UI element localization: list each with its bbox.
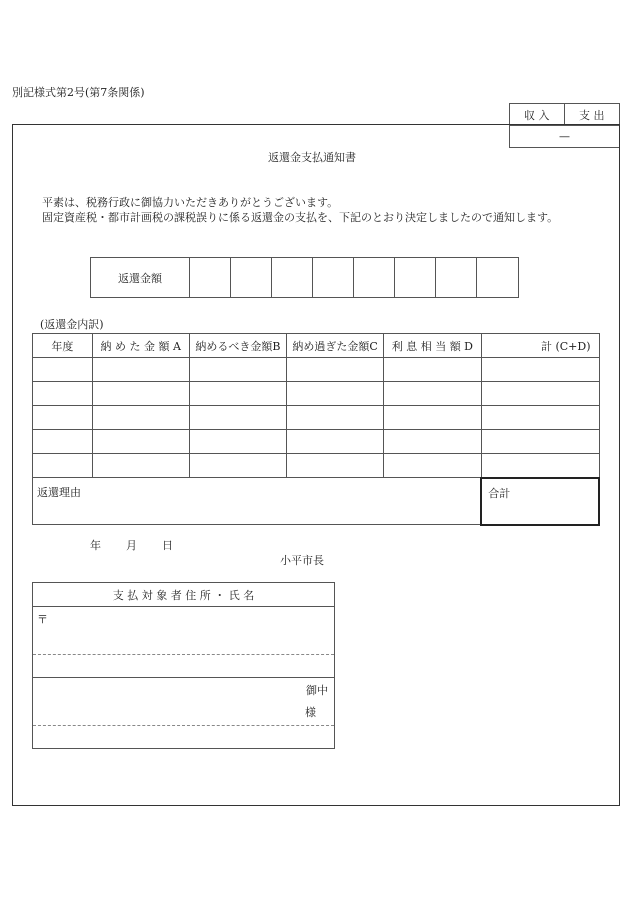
amount-digit-cell[interactable] [436, 258, 477, 298]
cell[interactable] [384, 430, 482, 454]
breakdown-caption: (返還金内訳) [40, 318, 104, 331]
cell[interactable] [92, 430, 189, 454]
cell[interactable] [481, 430, 599, 454]
cell[interactable] [92, 406, 189, 430]
cell[interactable] [33, 430, 93, 454]
issuer-name: 小平市長 [280, 554, 324, 567]
recipient-name-cell[interactable] [33, 678, 335, 726]
recipient-address-line2[interactable] [33, 655, 335, 678]
amount-digit-cell[interactable] [231, 258, 272, 298]
header-overpaid-amount-c: 納め過ぎた金額C [287, 334, 384, 358]
breakdown-header-row [33, 334, 600, 358]
recipient-name-line2[interactable] [33, 726, 335, 749]
date-year-label: 年 [90, 539, 101, 552]
header-interest-d: 利 息 相 当 額 D [384, 334, 482, 358]
header-paid-amount-a: 納 め た 金 額 A [92, 334, 189, 358]
table-row [33, 382, 600, 406]
cell[interactable] [189, 454, 287, 478]
form-number-label: 別記様式第2号(第7条関係) [12, 86, 145, 99]
cell[interactable] [287, 454, 384, 478]
breakdown-table [32, 333, 600, 526]
amount-digit-cell[interactable] [354, 258, 395, 298]
cell[interactable] [189, 358, 287, 382]
cell[interactable] [189, 382, 287, 406]
grand-total-cell[interactable] [481, 478, 599, 525]
cell[interactable] [33, 358, 93, 382]
table-row [33, 406, 600, 430]
grand-total-label: 合計 [488, 486, 511, 500]
cell[interactable] [287, 430, 384, 454]
notice-title: 返還金支払通知書 [268, 151, 356, 164]
refund-amount-box [90, 257, 519, 298]
amount-digit-cell[interactable] [395, 258, 436, 298]
date-day-label: 日 [162, 539, 173, 552]
recipient-header: 支 払 対 象 者 住 所 ・ 氏 名 [33, 583, 335, 607]
receipt-label: 収 入 [510, 104, 565, 126]
table-row [33, 454, 600, 478]
amount-digit-cell[interactable] [313, 258, 354, 298]
cell[interactable] [481, 358, 599, 382]
sama-suffix: 様 [305, 705, 316, 719]
cell[interactable] [481, 382, 599, 406]
cell[interactable] [33, 454, 93, 478]
postal-mark: 〒 [37, 613, 48, 626]
cell[interactable] [384, 382, 482, 406]
cell[interactable] [384, 358, 482, 382]
table-row [33, 358, 600, 382]
cell[interactable] [287, 358, 384, 382]
header-fiscal-year: 年度 [33, 334, 93, 358]
cell[interactable] [384, 454, 482, 478]
recipient-address-cell[interactable] [33, 607, 335, 655]
cell[interactable] [384, 406, 482, 430]
onchu-suffix: 御中 [306, 683, 328, 697]
cell[interactable] [189, 406, 287, 430]
reason-row [33, 478, 600, 525]
amount-digit-cell[interactable] [272, 258, 313, 298]
cell[interactable] [33, 406, 93, 430]
cell[interactable] [92, 454, 189, 478]
refund-amount-label: 返還金額 [91, 258, 190, 298]
refund-reason-cell[interactable] [33, 478, 482, 525]
notice-intro-line2: 固定資産税・都市計画税の課税誤りに係る返還金の支払を、下記のとおり決定しましたので通知します。 [42, 211, 559, 224]
table-row [33, 430, 600, 454]
cell[interactable] [481, 454, 599, 478]
header-due-amount-b: 納めるべき金額B [189, 334, 287, 358]
header-total-cd: 計 (C+D) [481, 334, 599, 358]
cell[interactable] [287, 382, 384, 406]
cell[interactable] [92, 358, 189, 382]
cell[interactable] [33, 382, 93, 406]
payment-label: 支 出 [564, 104, 620, 126]
amount-digit-cell[interactable] [190, 258, 231, 298]
recipient-box [32, 582, 335, 749]
amount-digit-cell[interactable] [477, 258, 519, 298]
receipt-payment-dash: — [510, 126, 620, 148]
cell[interactable] [92, 382, 189, 406]
refund-reason-label: 返還理由 [37, 486, 81, 499]
cell[interactable] [481, 406, 599, 430]
cell[interactable] [189, 430, 287, 454]
cell[interactable] [287, 406, 384, 430]
notice-intro-line1: 平素は、税務行政に御協力いただきありがとうございます。 [42, 196, 339, 209]
date-month-label: 月 [126, 539, 137, 552]
